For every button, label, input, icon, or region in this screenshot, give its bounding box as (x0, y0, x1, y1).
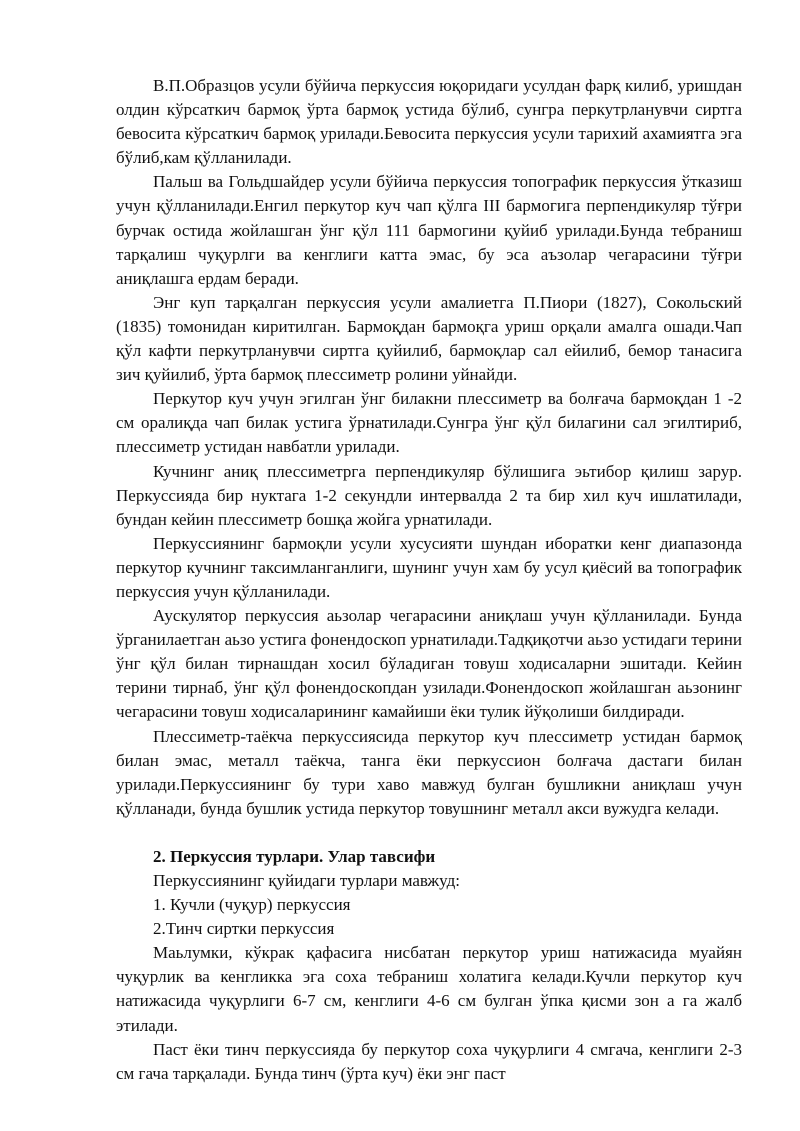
types-intro-line: Перкуссиянинг қуйидаги турлари мавжуд: (153, 871, 460, 890)
paragraph-auscultatory-percussion: Аускулятор перкуссия аьзолар чегарасини аниқлаш учун қўлланилади. Бунда ўрганилаетган аьзо устига фонендоскоп урнатилади.Тадқиқотчи аьзо устидаги терини ўнг қўл билан тирнашдан хосил бўладиган товуш ходисаларни эшитади. Кейин терини тирнаб, ўнг қўл фонендоскопдан узилади.Фонендоскоп жойлашган аьзонинг чегарасини товуш ходисаларининг камайиши ёки тулик йўқолиши билдиради. (116, 606, 742, 722)
paragraph-percussion-force: Перкутор куч учун эгилган ўнг билакни плессиметр ва болғача бармоқдан 1 -2 см оралиқда чап билак устига ўрнатилади.Сунгра ўнг қўл билагини сал эгилтириб, плессиметр устидан навбатли урилади. (116, 389, 742, 457)
paragraph-strong-percussion: Маьлумки, кўкрак қафасига нисбатан перкутор уриш натижасида муайян чуқурлик ва кенгликка эга соха тебраниш холатига келади.Кучли перкутор куч натижасида чуқурлиги 6-7 см, кенглиги 4-6 см булган ўпка қисми зон а га жалб этилади. (116, 943, 742, 1035)
paragraph-plessimeter-stick-percussion: Плессиметр-таёкча перкуссиясида перкутор куч плессиметр устидан бармоқ билан эмас, металл таёкча, танга ёки перкуссион болғача дастаги билан урилади.Перкуссиянинг бу тури хаво мавжуд булган бушликни аниқлаш учун қўлланади, бунда бушлик устида перкутор товушнинг металл акси вужудга келади. (116, 726, 742, 818)
paragraph-perpendicular-force: Кучнинг аниқ плессиметрга перпендикуляр бўлишига эьтибор қилиш зарур. Перкуссияда бир нуктага 1-2 секундли интервалда 2 та бир хил куч ишлатилади, бундан кейин плессиметр бошқа жойга урнатилади. (116, 461, 742, 529)
section-spacer (116, 821, 742, 845)
paragraph-palsh-goldscheider-method: Пальш ва Гольдшайдер усули бўйича перкуссия топографик перкуссия ўтказиш учун қўлланилади.Енгил перкутор куч чап қўлга III бармогига перпендикуляр тўғри бурчак остида жойлашган ўнг қўл 111 бармогини қуйиб урилади.Бунда тебраниш тарқалиш чуқурлги ва кенглиги катта эмас, бу эса аъзолар чегарасини тўғри аниқлашга ердам беради. (116, 172, 742, 288)
paragraph-piorry-method: Энг куп тарқалган перкуссия усули амалиетга П.Пиори (1827), Сокольский (1835) томонидан киритилган. Бармоқдан бармоқга уриш орқали амалга ошади.Чап қўл кафти перкутрланувчи сиртга қуйилиб, бармоқлар сал ейилиб, бемор танасига зич қуйилиб, ўрта бармоқ плессиметр ролини уйнайди. (116, 292, 742, 385)
paragraph-finger-method-features: Перкуссиянинг бармоқли усули хусусияти шундан иборатки кенг диапазонда перкутор кучнинг таксимланганлиги, шунинг учун хам бу усул қиёсий ва топографик перкуссия учун қўлланилади. (116, 533, 742, 601)
list-item: 2.Тинч сиртки перкуссия (153, 919, 335, 939)
document-page (116, 74, 742, 1086)
paragraph-obraztsov-method: В.П.Образцов усули бўйича перкуссия юқоридаги усулдан фарқ килиб, уришдан олдин кўрсаткич бармоқ ўрта бармоқ устида бўлиб, сунгра перкутрланувчи сиртга бевосита кўрсаткич бармоқ урилади.Бевосита перкуссия усули тарихий ахамиятга эга бўлиб,кам қўлланилади. (116, 76, 742, 168)
section-heading: 2. Перкуссия турлари. Улар тавсифи (153, 846, 436, 866)
list-item: 1. Кучли (чуқур) перкуссия (153, 895, 351, 915)
paragraph-quiet-percussion: Паст ёки тинч перкуссияда бу перкутор соха чуқурлиги 4 смгача, кенглиги 2-3 см гача тарқалади. Бунда тинч (ўрта куч) ёки энг паст (116, 1039, 742, 1083)
